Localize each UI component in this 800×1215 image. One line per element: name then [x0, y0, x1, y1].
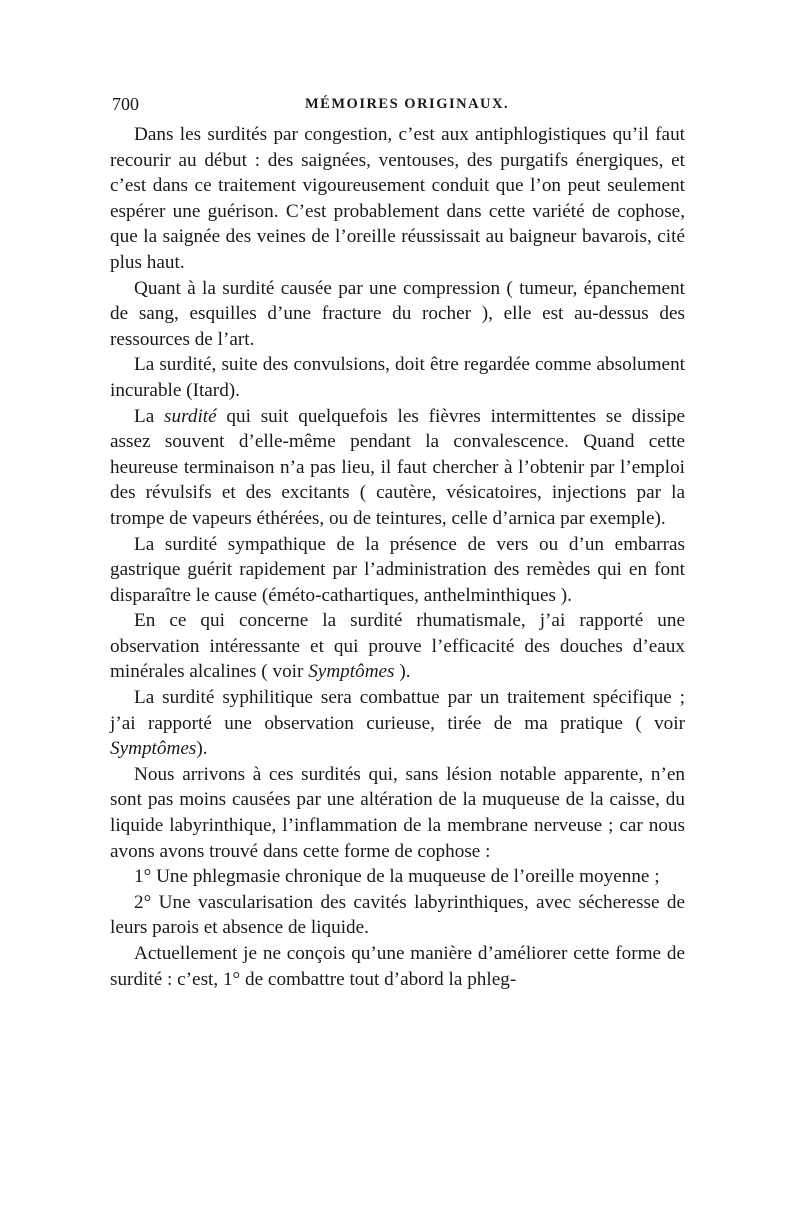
paragraph: La surdité, suite des convulsions, doit être regardée comme absolument incurable (Itard).: [110, 354, 685, 401]
italic-reference: Symptômes: [308, 661, 395, 683]
list-item: 1° Une phlegmasie chronique de la muqueuse de l’oreille moyenne ;: [134, 866, 660, 888]
body-text: [110, 122, 685, 992]
running-title: MÉMOIRES ORIGINAUX.: [305, 96, 510, 112]
paragraph: Dans les surdités par congestion, c’est aux antiphlogistiques qu’il faut recourir au début : des saignées, ventouses, des purgatifs énergiques, et c’est dans ce traitement vigoureusement conduit que l’on peut seulement espérer une guérison. C’est probablement dans cette variété de cophose, que la saignée des veines de l’oreille réussissait au baigneur bavarois, cité plus haut.: [110, 124, 685, 273]
book-page: [110, 92, 685, 992]
paragraph: La surdité syphilitique sera combattue par un traitement spécifique ; j’ai rapporté une observation curieuse, tirée de ma pratique ( voir Symptômes).: [110, 687, 685, 760]
running-head: [110, 92, 685, 122]
paragraph: Quant à la surdité causée par une compression ( tumeur, épanchement de sang, esquilles d’une fracture du rocher ), elle est au-dessus des ressources de l’art.: [110, 277, 685, 350]
list-item: 2° Une vascularisation des cavités labyrinthiques, avec sécheresse de leurs parois et absence de liquide.: [110, 891, 685, 939]
paragraph: Actuellement je ne conçois qu’une manière d’améliorer cette forme de surdité : c’est, 1° de combattre tout d’abord la phleg-: [110, 943, 685, 990]
italic-term: surdité: [164, 405, 217, 427]
page-number: 700: [112, 94, 139, 114]
paragraph: Nous arrivons à ces surdités qui, sans lésion notable apparente, n’en sont pas moins causées par une altération de la muqueuse de la caisse, du liquide labyrinthique, l’inflammation de la membrane nerveuse ; car nous avons avons trouvé dans cette forme de cophose :: [110, 763, 685, 862]
paragraph: La surdité sympathique de la présence de vers ou d’un embarras gastrique guérit rapidement par l’administration des remèdes qui en font disparaître le cause (éméto-cathartiques, anthelminthiques ).: [110, 533, 685, 606]
italic-reference: Symptômes: [110, 738, 197, 760]
paragraph: En ce qui concerne la surdité rhumatismale, j’ai rapporté une observation intéressante et qui prouve l’efficacité des douches d’eaux minérales alcalines ( voir Symptômes ).: [110, 610, 685, 683]
paragraph: La surdité qui suit quelquefois les fièvres intermittentes se dissipe assez souvent d’elle-même pendant la convalescence. Quand cette heureuse terminaison n’a pas lieu, il faut chercher à l’obtenir par l’emploi des révulsifs et des excitants ( cautère, vésicatoires, injections par la trompe de vapeurs éthérées, ou de teintures, celle d’arnica par exemple).: [110, 405, 685, 529]
